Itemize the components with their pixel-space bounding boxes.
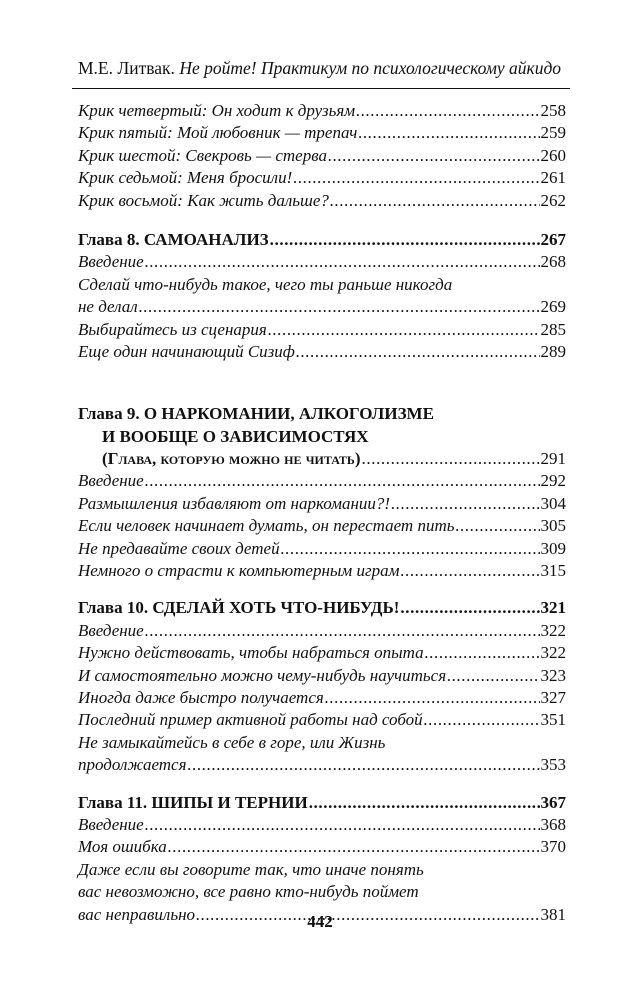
toc-entry: Нужно действовать, чтобы набраться опыта ..... 322 [78,642,566,664]
toc-entry: Последний пример активной работы над собой ..... 351 [78,709,566,731]
toc-chapter: Глава 8. САМОАНАЛИЗ ..... 267 [78,229,566,251]
toc-entry: Крик пятый: Мой любовник — трепач ..... 259 [78,122,566,144]
toc-entry: Введение ..... 292 [78,470,566,492]
toc-chapter-line: И ВООБЩЕ О ЗАВИСИМОСТЯХ [102,426,369,446]
toc-entry: И самостоятельно можно чему-нибудь научиться ..... 323 [78,665,566,687]
toc-entry: Введение ..... 368 [78,814,566,836]
toc-entry-line: вас невозможно, все равно кто-нибудь поймет [78,882,419,902]
page-number: 442 [307,912,333,931]
toc-entry: Крик восьмой: Как жить дальше? ..... 262 [78,190,566,212]
toc-entry: не делал ..... 269 [78,296,566,318]
toc-chapter-line: Глава 9. О НАРКОМАНИИ, АЛКОГОЛИЗМЕ [78,404,434,424]
header-author: М.Е. Литвак. [78,58,175,78]
header-title: Не ройте! Практикум по психологическому айкидо [179,58,562,78]
toc-entry-line: Не замыкайтейсь в себе в горе, или Жизнь [78,732,386,752]
toc-entry: Крик шестой: Свекровь — стерва ..... 260 [78,145,566,167]
toc-entry: Моя ошибка ..... 370 [78,836,566,858]
toc-chapter: Глава 10. СДЕЛАЙ ХОТЬ ЧТО-НИБУДЬ! ..... 321 [78,597,566,619]
toc-entry: Если человек начинает думать, он перестает пить ..... 305 [78,515,566,537]
toc-entry-line: Даже если вы говорите так, что иначе понять [78,859,424,879]
toc-entry: Крик седьмой: Меня бросили! ..... 261 [78,167,566,189]
toc-entry: вас неправильно ..... 381 [78,904,566,926]
toc-entry: Крик четвертый: Он ходит к друзьям ..... 258 [78,100,566,122]
toc-entry-line: Сделай что-нибудь такое, чего ты раньше никогда [78,274,453,294]
toc-chapter: Глава 11. ШИПЫ И ТЕРНИИ ..... 367 [78,792,566,814]
toc-entry: Размышления избавляют от наркомании?! ..... 304 [78,493,566,515]
toc-entry: Выбирайтесь из сценария ..... 285 [78,319,566,341]
header-rule [72,88,570,89]
toc-entry: Немного о страсти к компьютерным играм ..... 315 [78,560,566,582]
toc-entry: Иногда даже быстро получается ..... 327 [78,687,566,709]
toc-entry: Не предавайте своих детей ..... 309 [78,538,566,560]
toc-entry: Еще один начинающий Сизиф ..... 289 [78,341,566,363]
running-header [78,58,562,79]
toc-entry: Введение ..... 322 [78,620,566,642]
toc-entry: продолжается ..... 353 [78,754,566,776]
table-of-contents [78,100,566,926]
toc-chapter-subtitle: (Глава, которую можно не читать) ..... 291 [78,448,566,470]
toc-entry: Введение ..... 268 [78,251,566,273]
